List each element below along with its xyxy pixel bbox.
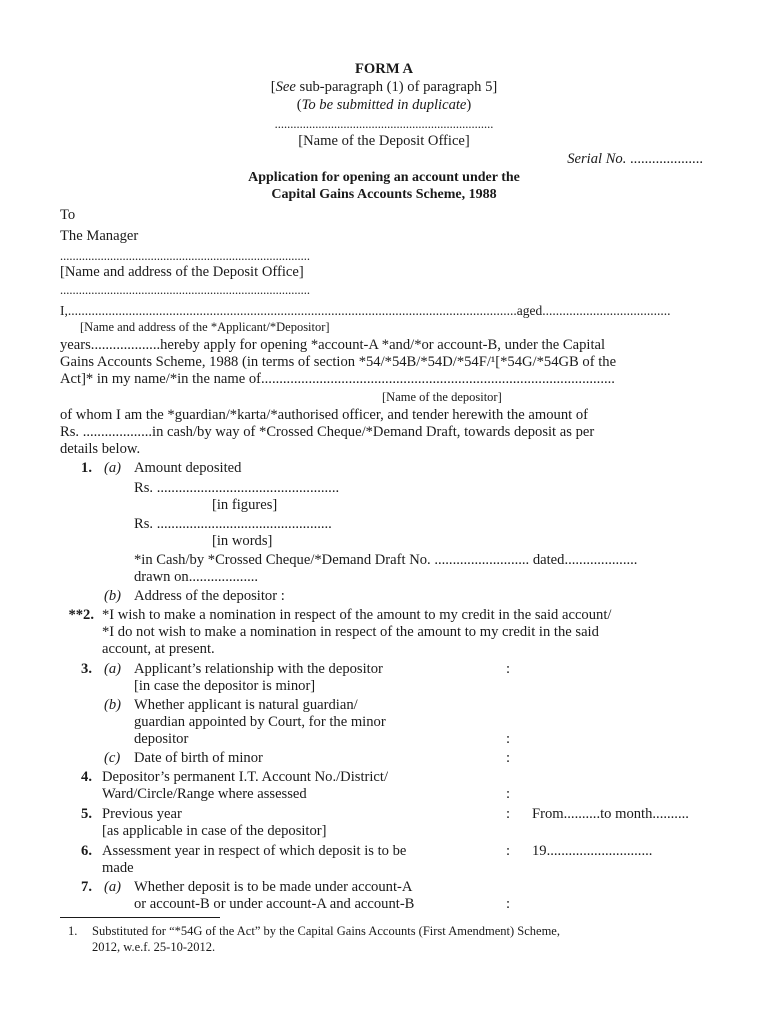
application-title-line2: Capital Gains Accounts Scheme, 1988 [271,187,497,202]
assessment-year-colon: : [506,843,511,859]
deposit-office-label: [Name of the Deposit Office] [298,133,470,149]
footnote-divider [60,917,220,918]
account-choice-line-1: Whether deposit is to be made under account-A [134,879,413,895]
body-line-4: of whom I am the *guardian/*karta/*authorised officer, and tender herewith the amount of [60,407,588,423]
deposit-office-dots: ...................................................................... [274,117,494,131]
in-words-label: [in words] [212,533,273,549]
body-line-1: years...................hereby apply for opening *account-A *and/*or account-B, under the Capital [60,337,606,353]
item-7-number: 7. [81,879,92,895]
nomination-line-3: account, at present. [102,641,215,657]
address-dots-1: ................................................................................ [60,249,310,263]
relationship-colon: : [506,661,511,677]
item-3b-label: (b) [104,697,122,713]
guardian-line-1: Whether applicant is natural guardian/ [134,697,358,713]
see-paragraph-line: [See sub-paragraph (1) of paragraph 5] [270,79,498,95]
account-choice-colon: : [506,896,511,912]
application-title-line1: Application for opening an account under the [248,170,520,185]
manager-label: The Manager [60,228,139,244]
guardian-line-2: guardian appointed by Court, for the minor [134,714,386,730]
item-3-number: 3. [81,661,92,677]
previous-year-note: [as applicable in case of the depositor] [102,823,327,839]
body-line-6: details below. [60,441,141,457]
item-1a-label: (a) [104,460,122,476]
relationship-line-2: [in case the depositor is minor] [134,678,316,694]
account-choice-line-2: or account-B or under account-A and account-B [134,896,415,912]
depositor-label: [Name of the depositor] [382,390,502,404]
assessment-year-line-2: made [102,860,134,876]
it-account-line-2: Ward/Circle/Range where assessed [102,786,307,802]
address-of-depositor-label: Address of the depositor : [134,588,285,604]
body-line-3: Act]* in my name/*in the name of................................................................................................. [60,371,615,387]
item-2-number: **2. [68,607,94,623]
amount-deposited-label: Amount deposited [134,460,242,476]
guardian-line-3: depositor [134,731,189,747]
relationship-line-1: Applicant’s relationship with the depositor [134,661,383,677]
serial-number: Serial No. .................... [567,151,703,167]
footnote-line-2: 2012, w.e.f. 25-10-2012. [92,940,216,954]
amount-words-field: Rs. ................................................ [134,516,332,532]
assessment-year-value: 19............................. [532,843,653,859]
body-line-2: Gains Accounts Scheme, 1988 (in terms of section *54/*54B/*54D/*54F/¹[*54G/*54GB of the [60,354,617,370]
previous-year-label: Previous year [102,806,182,822]
guardian-colon: : [506,731,511,747]
body-line-5: Rs. ...................in cash/by way of *Crossed Cheque/*Demand Draft, towards deposit as per [60,424,595,440]
address-dots-2: ................................................................................ [60,283,310,297]
footnote-line-1: Substituted for “*54G of the Act” by the Capital Gains Accounts (First Amendment) Scheme, [92,924,560,938]
item-3a-label: (a) [104,661,122,677]
item-4-number: 4. [81,769,92,785]
previous-year-value: From..........to month.......... [532,806,689,822]
previous-year-colon: : [506,806,511,822]
item-6-number: 6. [81,843,92,859]
to-label: To [60,207,76,223]
form-title: FORM A [355,61,413,77]
it-account-line-1: Depositor’s permanent I.T. Account No./District/ [102,769,389,785]
item-1b-label: (b) [104,588,122,604]
deposit-office-address-label: [Name and address of the Deposit Office] [60,264,304,280]
in-figures-label: [in figures] [212,497,278,513]
nomination-line-1: *I wish to make a nomination in respect of the amount to my credit in the said account/ [102,607,612,623]
item-5-number: 5. [81,806,92,822]
item-1-number: 1. [81,460,92,476]
duplicate-note: (To be submitted in duplicate) [296,97,472,113]
item-3c-label: (c) [104,750,121,766]
amount-figures-field: Rs. .................................................. [134,480,340,496]
assessment-year-line-1: Assessment year in respect of which deposit is to be [102,843,407,859]
payment-mode-line: *in Cash/by *Crossed Cheque/*Demand Draft No. .......................... dated.................... [134,552,638,568]
applicant-name-line: I,.....................................................................................................................................aged...................................... [60,303,671,318]
it-account-colon: : [506,786,511,802]
drawn-on-line: drawn on................... [134,569,259,585]
applicant-label: [Name and address of the *Applicant/*Depositor] [80,320,330,334]
dob-label: Date of birth of minor [134,750,263,766]
item-7a-label: (a) [104,879,122,895]
nomination-line-2: *I do not wish to make a nomination in respect of the amount to my credit in the said [102,624,599,640]
dob-colon: : [506,750,511,766]
footnote-number: 1. [68,924,78,938]
